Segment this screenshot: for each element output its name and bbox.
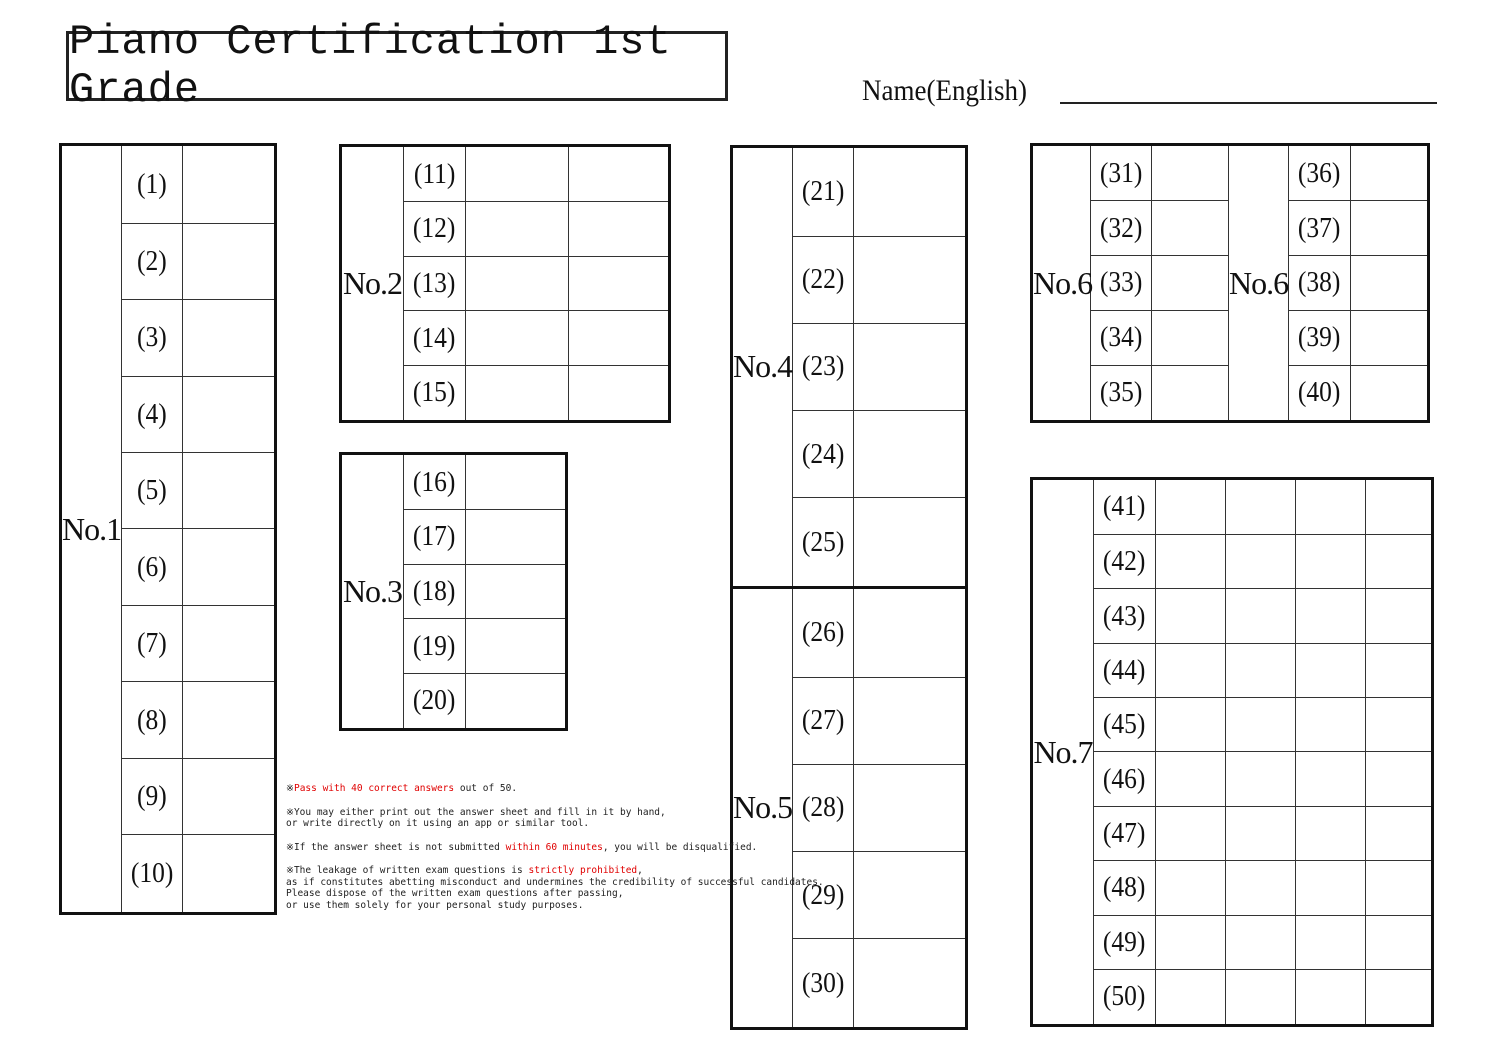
question-number: (48)	[1094, 861, 1156, 915]
answer-cell[interactable]	[466, 311, 569, 366]
answer-cell[interactable]	[466, 564, 567, 619]
answer-cell[interactable]	[1366, 752, 1433, 806]
answer-cell[interactable]	[1156, 534, 1226, 588]
answer-cell[interactable]	[1156, 643, 1226, 697]
page-title: Piano Certification 1st Grade	[69, 18, 672, 114]
answer-cell[interactable]	[1226, 643, 1296, 697]
answer-cell[interactable]	[183, 758, 276, 834]
section-no1-table	[59, 143, 277, 915]
question-number: (21)	[793, 147, 854, 237]
question-number: (25)	[793, 498, 854, 588]
question-number: (34)	[1091, 310, 1152, 365]
name-underline[interactable]	[1060, 102, 1437, 104]
answer-cell[interactable]	[1152, 365, 1229, 421]
note-emphasis: within 60 minutes	[505, 841, 603, 853]
question-number: (26)	[793, 587, 854, 677]
question-number: (1)	[122, 145, 183, 224]
note-pass-criteria: ※Pass with 40 correct answers out of 50.	[286, 783, 518, 794]
answer-cell[interactable]	[569, 311, 670, 366]
answer-cell[interactable]	[1156, 806, 1226, 860]
answer-cell[interactable]	[1226, 479, 1296, 535]
question-number: (29)	[793, 852, 854, 939]
question-number: (2)	[122, 223, 183, 299]
answer-cell[interactable]	[466, 619, 567, 674]
answer-cell[interactable]	[466, 256, 569, 311]
question-number: (43)	[1094, 589, 1156, 643]
note-leakage: ※The leakage of written exam questions is strictly prohibited, as if constitutes abetting misconduct and undermines the credibility of successful candidates. Please dispose of the written exam questions after passing, or use them solely for your personal study purposes.	[286, 865, 824, 911]
answer-cell[interactable]	[1226, 698, 1296, 752]
title-box	[66, 18, 728, 114]
answer-cell[interactable]	[1226, 969, 1296, 1025]
answer-cell[interactable]	[1296, 643, 1366, 697]
answer-cell[interactable]	[1156, 915, 1226, 969]
answer-cell[interactable]	[1296, 534, 1366, 588]
answer-cell[interactable]	[1351, 365, 1429, 421]
question-number: (14)	[404, 311, 466, 366]
question-number: (4)	[122, 376, 183, 452]
question-number: (30)	[793, 939, 854, 1029]
table-row	[732, 147, 967, 237]
answer-cell[interactable]	[569, 202, 670, 257]
section-label: No.2	[341, 146, 404, 422]
question-number: (15)	[404, 365, 466, 421]
section-label: No.7	[1032, 479, 1094, 1026]
answer-cell[interactable]	[1156, 479, 1226, 535]
answer-cell[interactable]	[569, 146, 670, 202]
answer-cell[interactable]	[1152, 256, 1229, 311]
name-label: Name(English)	[862, 74, 1027, 107]
table-row	[341, 454, 567, 510]
note-emphasis: strictly prohibited	[528, 865, 638, 876]
answer-cell[interactable]	[1156, 861, 1226, 915]
question-number: (8)	[122, 682, 183, 758]
answer-cell[interactable]	[1226, 589, 1296, 643]
answer-cell[interactable]	[1296, 752, 1366, 806]
table-row	[732, 587, 967, 677]
answer-cell[interactable]	[1366, 698, 1433, 752]
note-emphasis: Pass with 40 correct answers	[293, 783, 455, 794]
answer-cell[interactable]	[183, 835, 276, 914]
answer-cell[interactable]	[1152, 201, 1229, 256]
answer-cell[interactable]	[1296, 915, 1366, 969]
question-number: (19)	[404, 619, 466, 674]
answer-cell[interactable]	[1366, 806, 1433, 860]
answer-cell[interactable]	[1226, 534, 1296, 588]
section-no7-table	[1030, 477, 1434, 1027]
answer-cell[interactable]	[1366, 861, 1433, 915]
question-number: (11)	[404, 146, 466, 202]
answer-cell[interactable]	[854, 498, 967, 588]
answer-cell[interactable]	[1156, 589, 1226, 643]
question-number: (5)	[122, 453, 183, 529]
question-number: (16)	[404, 454, 466, 510]
answer-cell[interactable]	[1156, 969, 1226, 1025]
answer-cell[interactable]	[466, 202, 569, 257]
question-number: (46)	[1094, 752, 1156, 806]
answer-cell[interactable]	[1152, 145, 1229, 201]
answer-cell[interactable]	[466, 510, 567, 565]
answer-cell[interactable]	[183, 223, 276, 299]
question-number: (3)	[122, 300, 183, 376]
answer-cell[interactable]	[183, 605, 276, 681]
answer-cell[interactable]	[1226, 861, 1296, 915]
question-number: (39)	[1289, 310, 1351, 365]
question-number: (28)	[793, 764, 854, 851]
question-number: (37)	[1289, 201, 1351, 256]
answer-cell[interactable]	[1366, 534, 1433, 588]
answer-cell[interactable]	[1226, 752, 1296, 806]
question-number: (27)	[793, 677, 854, 764]
answer-cell[interactable]	[466, 454, 567, 510]
question-number: (40)	[1289, 365, 1351, 421]
name-field[interactable]	[862, 64, 1437, 108]
question-number: (47)	[1094, 806, 1156, 860]
question-number: (7)	[122, 605, 183, 681]
answer-cell[interactable]	[466, 673, 567, 729]
question-number: (9)	[122, 758, 183, 834]
answer-cell[interactable]	[183, 529, 276, 605]
answer-cell[interactable]	[854, 147, 967, 237]
answer-cell[interactable]	[1366, 643, 1433, 697]
answer-cell[interactable]	[1226, 915, 1296, 969]
answer-cell[interactable]	[1156, 752, 1226, 806]
answer-cell[interactable]	[1366, 969, 1433, 1025]
answer-cell[interactable]	[1296, 861, 1366, 915]
table-row	[61, 145, 276, 224]
answer-cell[interactable]	[1366, 479, 1433, 535]
answer-cell[interactable]	[1351, 145, 1429, 201]
answer-cell[interactable]	[1351, 310, 1429, 365]
answer-cell[interactable]	[1351, 201, 1429, 256]
answer-cell[interactable]	[854, 323, 967, 410]
section-no3-table	[339, 452, 568, 731]
question-number: (50)	[1094, 969, 1156, 1025]
question-number: (10)	[122, 835, 183, 914]
table-row	[1032, 145, 1429, 201]
question-number: (6)	[122, 529, 183, 605]
answer-cell[interactable]	[1366, 915, 1433, 969]
question-number: (41)	[1094, 479, 1156, 535]
section-no4-no5-table	[730, 145, 968, 1030]
answer-cell[interactable]	[854, 764, 967, 851]
answer-cell[interactable]	[569, 365, 670, 421]
question-number: (20)	[404, 673, 466, 729]
question-number: (38)	[1289, 256, 1351, 311]
answer-cell[interactable]	[1296, 479, 1366, 535]
answer-cell[interactable]	[183, 453, 276, 529]
answer-cell[interactable]	[1296, 589, 1366, 643]
section-no6-table	[1030, 143, 1430, 423]
section-label: No.6	[1032, 145, 1091, 422]
answer-cell[interactable]	[466, 146, 569, 202]
question-number: (32)	[1091, 201, 1152, 256]
question-number: (36)	[1289, 145, 1351, 201]
answer-cell[interactable]	[1351, 256, 1429, 311]
answer-cell[interactable]	[1156, 698, 1226, 752]
section-label: No.1	[61, 145, 122, 914]
question-number: (45)	[1094, 698, 1156, 752]
question-number: (17)	[404, 510, 466, 565]
question-number: (42)	[1094, 534, 1156, 588]
question-number: (44)	[1094, 643, 1156, 697]
section-label: No.6	[1229, 145, 1289, 422]
table-row	[341, 146, 670, 202]
note-time-limit: ※If the answer sheet is not submitted within 60 minutes, you will be disqualified.	[286, 841, 758, 853]
answer-cell[interactable]	[183, 376, 276, 452]
answer-cell[interactable]	[183, 682, 276, 758]
question-number: (24)	[793, 411, 854, 498]
table-row	[1032, 479, 1433, 535]
answer-cell[interactable]	[466, 365, 569, 421]
question-number: (22)	[793, 236, 854, 323]
answer-cell[interactable]	[854, 587, 967, 677]
question-number: (23)	[793, 323, 854, 410]
answer-cell[interactable]	[854, 411, 967, 498]
section-label: No.4	[732, 147, 793, 588]
section-label: No.3	[341, 454, 404, 730]
section-label: No.5	[732, 587, 793, 1028]
answer-cell[interactable]	[854, 852, 967, 939]
question-number: (31)	[1091, 145, 1152, 201]
answer-cell[interactable]	[1296, 969, 1366, 1025]
answer-cell[interactable]	[183, 145, 276, 224]
question-number: (35)	[1091, 365, 1152, 421]
answer-cell[interactable]	[183, 300, 276, 376]
section-no2-table	[339, 144, 671, 423]
answer-cell[interactable]	[1152, 310, 1229, 365]
question-number: (49)	[1094, 915, 1156, 969]
question-number: (33)	[1091, 256, 1152, 311]
answer-cell[interactable]	[1226, 806, 1296, 860]
question-number: (12)	[404, 202, 466, 257]
answer-cell[interactable]	[1366, 589, 1433, 643]
answer-cell[interactable]	[569, 256, 670, 311]
answer-cell[interactable]	[854, 939, 967, 1029]
question-number: (18)	[404, 564, 466, 619]
answer-cell[interactable]	[854, 236, 967, 323]
question-number: (13)	[404, 256, 466, 311]
answer-cell[interactable]	[1296, 698, 1366, 752]
note-fill-method: ※You may either print out the answer sheet and fill in it by hand, or write directly on it using an app or similar tool.	[286, 806, 666, 829]
answer-cell[interactable]	[1296, 806, 1366, 860]
answer-cell[interactable]	[854, 677, 967, 764]
